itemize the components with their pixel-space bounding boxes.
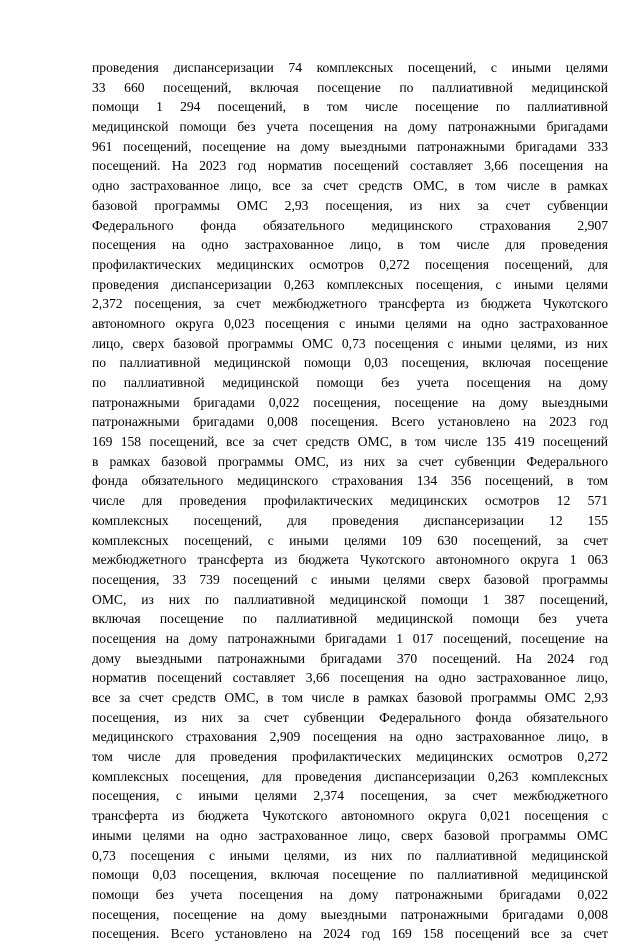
text-line: посещения, из них за счет субвенции Федерального фонда обязательного bbox=[92, 709, 608, 725]
text-line: посещения, с иными целями 2,374 посещения, за счет межбюджетного bbox=[92, 788, 608, 804]
text-line: лицо, сверх базовой программы ОМС 0,73 посещения с иными целями, из них bbox=[92, 335, 608, 351]
text-line: посещений. На 2023 год норматив посещений составляет 3,66 посещения на bbox=[92, 158, 608, 174]
text-line: медицинского страхования 2,909 посещения на одно застрахованное лицо, в bbox=[92, 729, 608, 745]
text-line: ОМС, из них по паллиативной медицинской помощи 1 387 посещений, bbox=[92, 591, 608, 607]
text-line: по паллиативной медицинской помощи без учета посещения на дому bbox=[92, 375, 608, 390]
text-line: помощи 0,03 посещения, включая посещение по паллиативной медицинской bbox=[92, 867, 608, 883]
text-line: профилактических медицинских осмотров 0,272 посещения посещений, для bbox=[92, 256, 608, 272]
text-line: посещения на дому патронажными бригадами 1 017 посещений, посещение на bbox=[92, 630, 608, 646]
text-line: патронажными бригадами 0,022 посещения, посещение на дому выездными bbox=[92, 394, 608, 410]
text-line: межбюджетного трансферта из бюджета Чукотского автономного округа 1 063 bbox=[92, 552, 608, 568]
text-line: одно застрахованное лицо, все за счет средств ОМС, в том числе в рамках bbox=[92, 178, 608, 194]
text-line: проведения диспансеризации 0,263 комплексных посещения, с иными целями bbox=[92, 276, 608, 292]
text-line: все за счет средств ОМС, в том числе в рамках базовой программы ОМС 2,93 bbox=[92, 690, 608, 705]
text-line: 2,372 посещения, за счет межбюджетного трансферта из бюджета Чукотского bbox=[92, 296, 608, 312]
text-line: 961 посещений, посещение на дому выездными патронажными бригадами 333 bbox=[92, 138, 608, 154]
text-line: трансферта из бюджета Чукотского автономного округа 0,021 посещения с bbox=[92, 808, 608, 824]
text-line: в рамках базовой программы ОМС, из них за счет субвенции Федерального bbox=[92, 453, 608, 469]
text-line: 0,73 посещения с иными целями, из них по паллиативной медицинской bbox=[92, 847, 608, 863]
text-line: дому выездными патронажными бригадами 370 посещений. На 2024 год bbox=[92, 650, 608, 666]
text-line: посещения на одно застрахованное лицо, в том числе для проведения bbox=[92, 237, 608, 253]
text-line: автономного округа 0,023 посещения с иными целями на одно застрахованное bbox=[92, 315, 608, 331]
text-line: проведения диспансеризации 74 комплексных посещений, с иными целями bbox=[92, 60, 608, 75]
text-line: комплексных посещений, с иными целями 109 630 посещений, за счет bbox=[92, 532, 608, 548]
text-line: 33 660 посещений, включая посещение по паллиативной медицинской bbox=[92, 79, 608, 95]
text-line: норматив посещений составляет 3,66 посещения на одно застрахованное лицо, bbox=[92, 670, 608, 686]
text-line: по паллиативной медицинской помощи 0,03 посещения, включая посещение bbox=[92, 355, 608, 371]
text-line: Федерального фонда обязательного медицинского страхования 2,907 bbox=[92, 217, 608, 233]
text-line: числе для проведения профилактических медицинских осмотров 12 571 bbox=[92, 493, 608, 509]
text-line: помощи 1 294 посещений, в том числе посещение по паллиативной bbox=[92, 99, 608, 115]
text-line: посещения, посещение на дому выездными патронажными бригадами 0,008 bbox=[92, 906, 608, 922]
text-line: включая посещение по паллиативной медицинской помощи без учета bbox=[92, 611, 608, 627]
text-line: комплексных посещения, для проведения диспансеризации 0,263 комплексных bbox=[92, 768, 608, 784]
text-line: базовой программы ОМС 2,93 посещения, из них за счет субвенции bbox=[92, 197, 608, 213]
text-line: посещения, 33 739 посещений с иными целями сверх базовой программы bbox=[92, 571, 608, 587]
text-line: иными целями на одно застрахованное лицо, сверх базовой программы ОМС bbox=[92, 827, 608, 843]
body-text bbox=[92, 58, 608, 944]
text-line: патронажными бригадами 0,008 посещения. Всего установлено на 2023 год bbox=[92, 414, 608, 430]
text-line: посещения. Всего установлено на 2024 год 169 158 посещений все за счет bbox=[92, 926, 608, 942]
text-line: фонда обязательного медицинского страхования 134 356 посещений, в том bbox=[92, 473, 608, 489]
text-line: комплексных посещений, для проведения диспансеризации 12 155 bbox=[92, 512, 608, 528]
text-line: 169 158 посещений, все за счет средств ОМС, в том числе 135 419 посещений bbox=[92, 434, 608, 450]
text-line: помощи без учета посещения на дому патронажными бригадами 0,022 bbox=[92, 886, 608, 902]
text-line: медицинской помощи без учета посещения на дому патронажными бригадами bbox=[92, 119, 608, 135]
text-line: том числе для проведения профилактических медицинских осмотров 0,272 bbox=[92, 749, 608, 765]
